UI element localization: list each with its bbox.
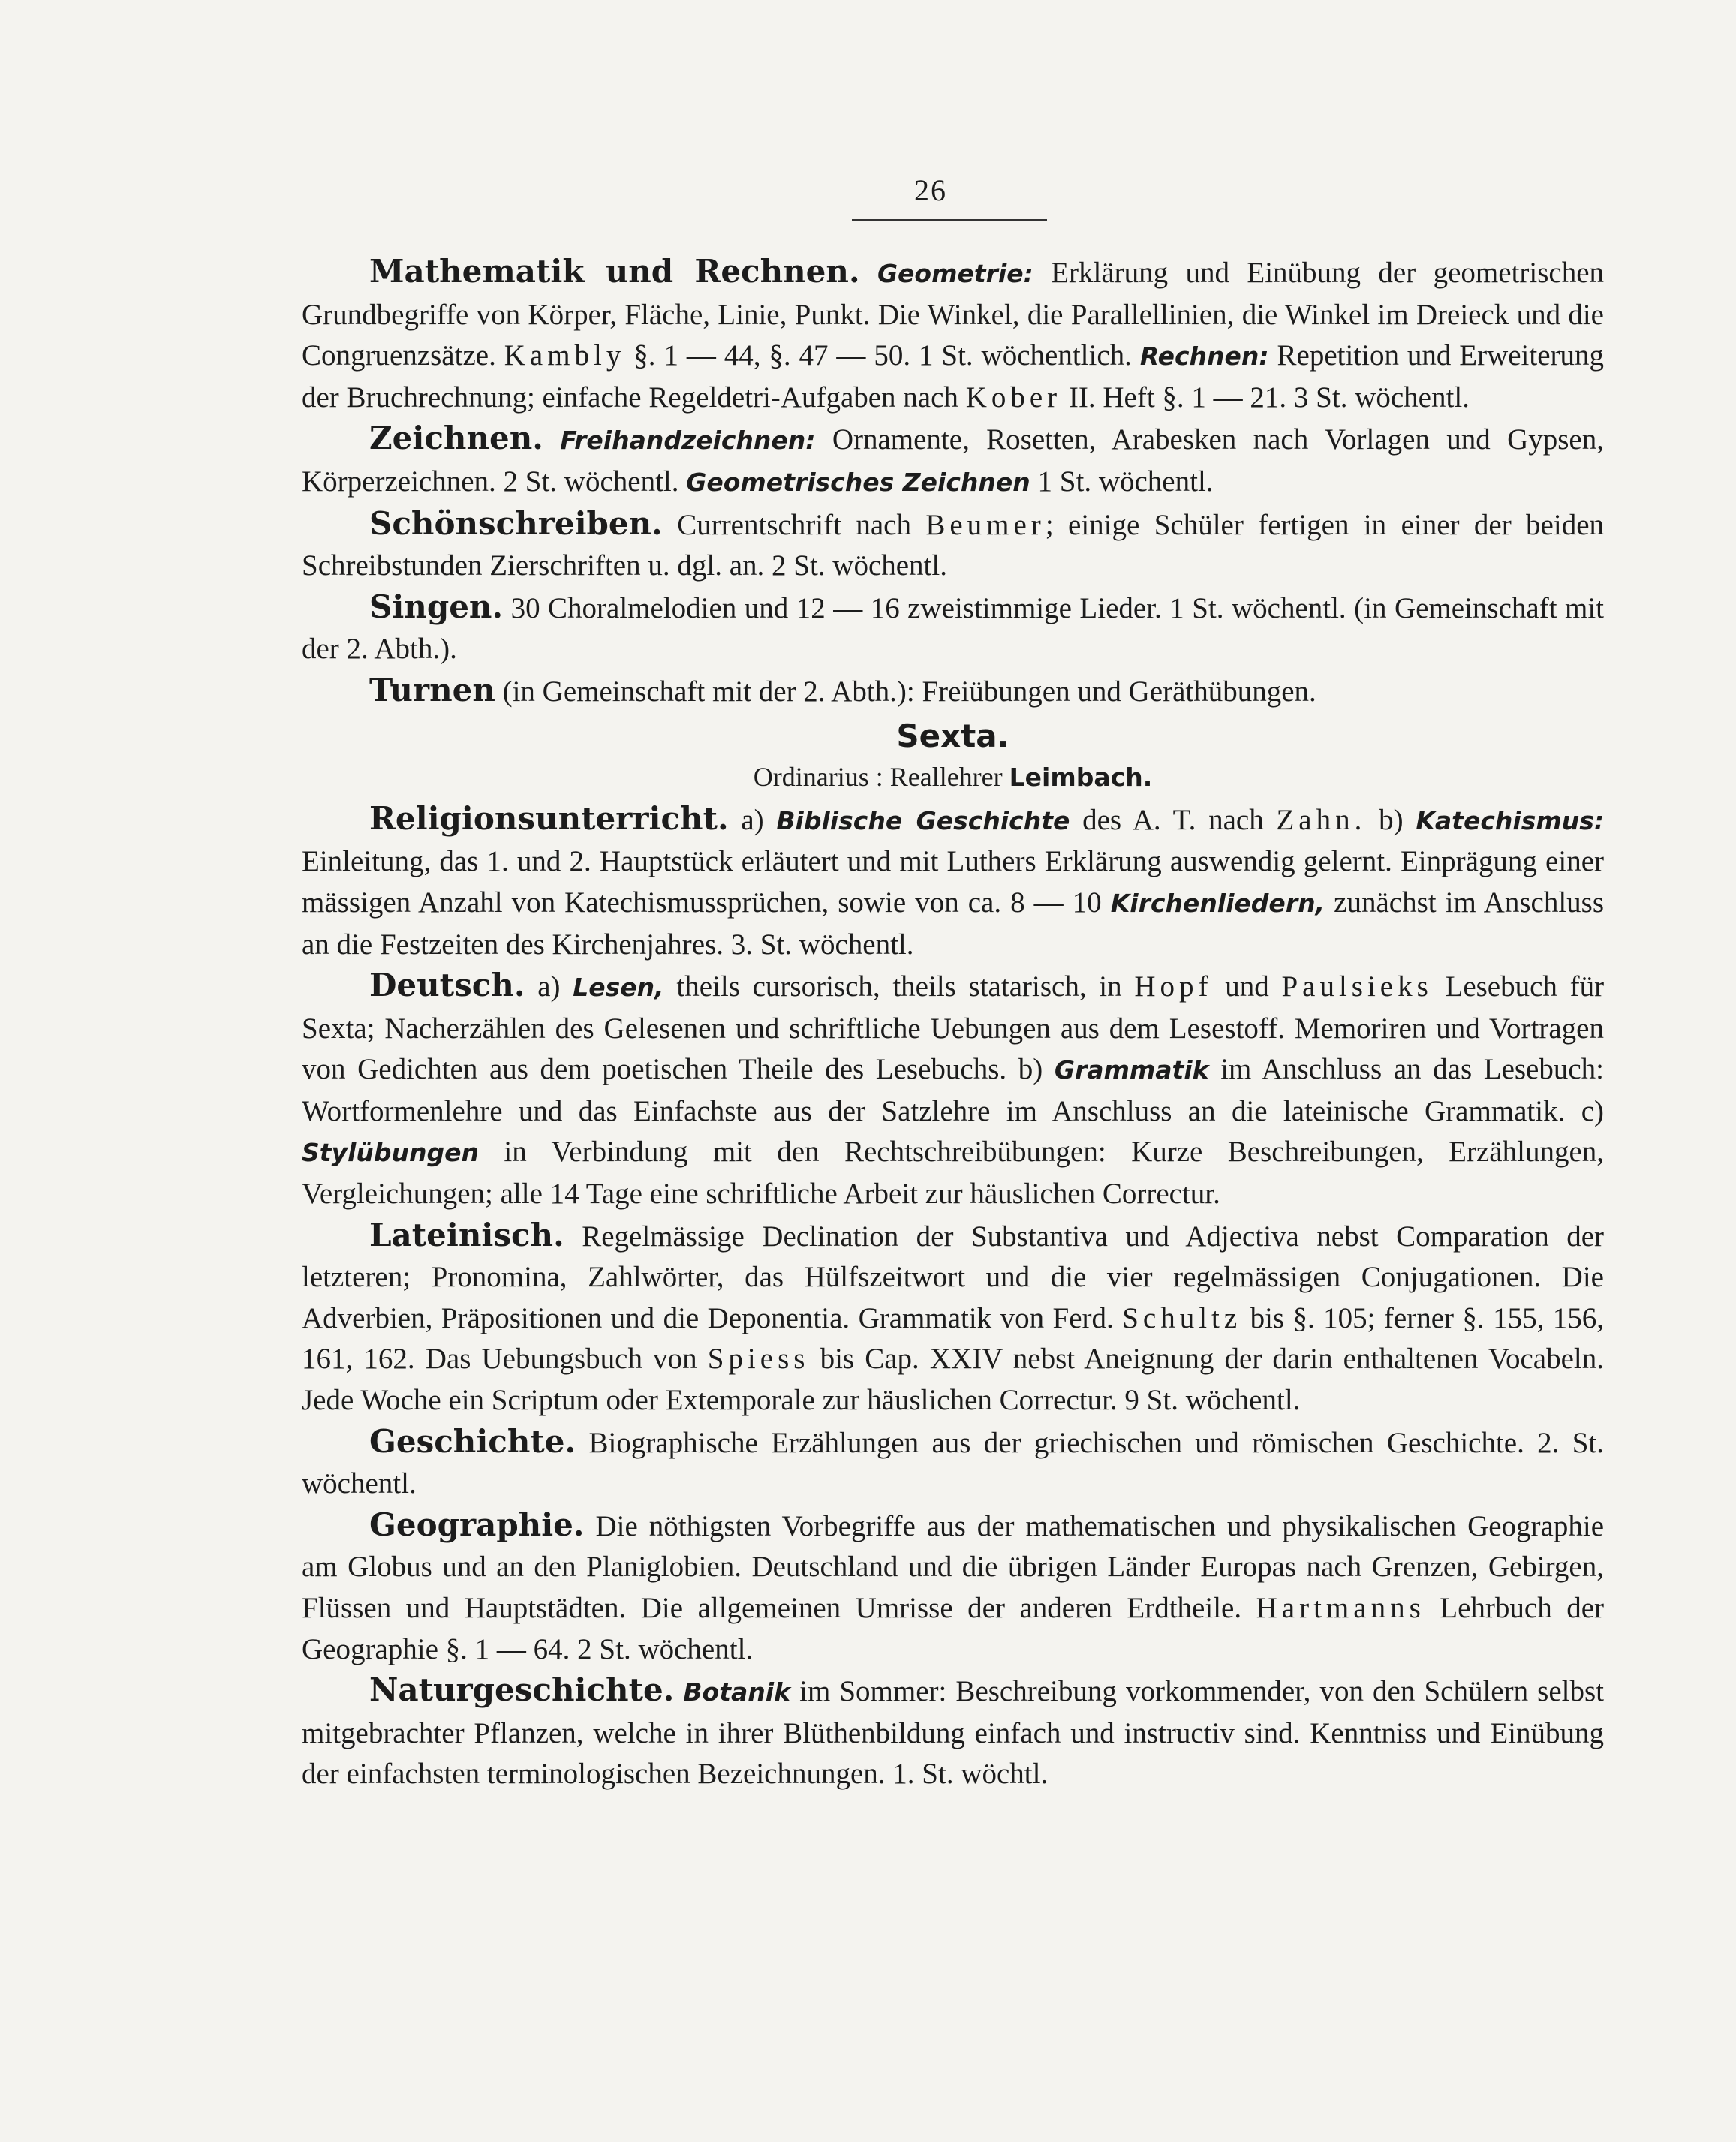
text-deutsch-a2: Lesebuch für Sexta; Nacherzählen des Gelesenen und schriftliche Uebungen aus dem Lesestoff. Memoriren und Vortragen von Gedichten aus dem poetischen Theile des Lesebuchs. xyxy=(302,970,1605,1086)
author-kober: Kober xyxy=(965,381,1062,414)
heading-deutsch: Deutsch. xyxy=(369,967,525,1004)
heading-mathematik: Mathematik und Rechnen. xyxy=(369,253,860,290)
deutsch-c-prefix: c) xyxy=(1581,1094,1604,1127)
author-zahn: Zahn. xyxy=(1276,803,1367,836)
label-geometrie: Geometrie: xyxy=(877,259,1033,288)
heading-singen: Singen. xyxy=(369,588,504,625)
heading-schoenschreiben: Schönschreiben. xyxy=(369,504,663,542)
paragraph-mathematik xyxy=(302,251,1604,418)
section-title-sexta: Sexta. xyxy=(896,717,1009,754)
label-lesen: Lesen, xyxy=(573,973,664,1003)
author-spiess: Spiess xyxy=(707,1343,810,1376)
author-hopf: Hopf xyxy=(1134,970,1213,1003)
text-singen: 30 Choralmelodien und 12 — 16 zweistimmige Lieder. 1 St. wöchentl. (in Gemeinschaft mit der 2. Abth.). xyxy=(302,591,1605,666)
paragraph-naturgeschichte xyxy=(302,1670,1604,1795)
author-beumer: Beumer xyxy=(925,508,1046,541)
text-rechnen-end: II. Heft §. 1 — 21. 3 St. wöchentl. xyxy=(1068,381,1470,414)
paragraph-lateinisch xyxy=(302,1215,1604,1421)
text-naturgeschichte: im Sommer: Beschreibung vorkommender, von den Schülern selbst mitgebrachter Pflanzen, welche in ihrer Blüthenbildung einfach und instructiv sind. Kenntniss und Einübung der einfachsten terminologischen Bezeichnungen. 1. St. wöchtl. xyxy=(302,1675,1604,1791)
deutsch-b-prefix: b) xyxy=(1018,1053,1043,1086)
author-hartmanns: Hartmanns xyxy=(1256,1592,1425,1624)
heading-geographie: Geographie. xyxy=(369,1506,585,1543)
ordinarius-name: Leimbach. xyxy=(1009,763,1153,793)
text-geometrisches-zeichnen: 1 St. wöchentl. xyxy=(1037,465,1214,498)
text-turnen: (in Gemeinschaft mit der 2. Abth.): Freiübungen und Geräthübungen. xyxy=(502,675,1316,708)
text-religion-b: Einleitung, das 1. und 2. Hauptstück erläutert und mit Luthers Erklärung auswendig gelernt. Einprägung einer mässigen Anzahl von Katechismussprüchen, sowie von ca. 8 — 10 xyxy=(302,845,1604,919)
ordinarius-label: Ordinarius : Reallehrer xyxy=(753,762,1003,793)
text-lateinisch-c: bis Cap. XXIV nebst Aneignung der darin enthaltenen Vocabeln. Jede Woche ein Scriptum oder Extemporale zur häuslichen Correctur. 9 St. wöchentl. xyxy=(302,1343,1605,1417)
text-schoenschreiben-b: ; einige Schüler fertigen in einer der beiden Schreibstunden Zierschriften u. dgl. an. 2 St. wöchentl. xyxy=(302,508,1605,582)
text-geographie-a: Die nöthigsten Vorbegriffe aus der mathematischen und physikalischen Geographie am Globus und an den Planiglobien. Deutschland und die übrigen Länder Europas nach Grenzen, Gebirgen, Flüssen und Hauptstädten. Die allgemeinen Umrisse der anderen Erdtheile. xyxy=(302,1509,1604,1624)
text-deutsch-und: und xyxy=(1225,970,1269,1003)
paragraph-geschichte xyxy=(302,1421,1604,1505)
heading-zeichnen: Zeichnen. xyxy=(369,420,543,457)
label-styluebungen: Stylübungen xyxy=(302,1138,479,1168)
text-deutsch-b: im Anschluss an das Lesebuch: Wortformenlehre und das Einfachste aus der Satzlehre im Anschluss an die lateinische Grammatik. xyxy=(302,1053,1605,1127)
author-paulsieks: Paulsieks xyxy=(1281,970,1433,1003)
heading-naturgeschichte: Naturgeschichte. xyxy=(369,1671,675,1709)
heading-turnen: Turnen xyxy=(369,671,495,708)
religion-a-prefix: a) xyxy=(741,803,764,836)
page-body xyxy=(302,251,1604,1795)
paragraph-schoenschreiben xyxy=(302,504,1604,587)
label-geometrisches-zeichnen: Geometrisches Zeichnen xyxy=(686,467,1030,497)
label-rechnen: Rechnen: xyxy=(1139,341,1269,372)
author-kambly: Kambly xyxy=(504,339,626,372)
label-kirchenliedern: Kirchenliedern, xyxy=(1110,888,1325,918)
text-rechnen: Repetition und Erweiterung der Bruchrechnung; einfache Regeldetri-Aufgaben nach xyxy=(302,339,1605,414)
page-number: 26 xyxy=(914,173,947,207)
text-geometrie: Erklärung und Einübung der geometrischen Grundbegriffe von Körper, Fläche, Linie, Punkt. Die Winkel, die Parallellinien, die Winkel im Dreieck und die Congruenzsätze. xyxy=(302,257,1605,372)
heading-geschichte: Geschichte. xyxy=(369,1422,576,1460)
text-schoenschreiben-a: Currentschrift nach xyxy=(677,508,911,541)
text-geschichte: Biographische Erzählungen aus der griechischen und römischen Geschichte. 2. St. wöchentl. xyxy=(302,1426,1605,1500)
paragraph-turnen xyxy=(302,670,1604,713)
label-biblische-geschichte: Biblische Geschichte xyxy=(776,805,1070,835)
page-number-rule xyxy=(852,219,1047,221)
religion-b-prefix: b) xyxy=(1379,803,1404,836)
text-lateinisch-b: bis §. 105; ferner §. 155, 156, 161, 162. Das Uebungsbuch von xyxy=(302,1301,1605,1376)
label-freihandzeichnen: Freihandzeichnen: xyxy=(560,426,816,456)
label-botanik: Botanik xyxy=(683,1677,791,1707)
heading-religion: Religionsunterricht. xyxy=(369,799,729,837)
text-lateinisch-a: Regelmässige Declination der Substantiva und Adjectiva nebst Comparation der letzteren; Pronomina, Zahlwörter, das Hülfszeitwort und die vier regelmässigen Conjugationen. Die Adverbien, Präpositionen und die Deponentia. Grammatik von Ferd. xyxy=(302,1220,1605,1334)
text-religion-a: des A. T. nach xyxy=(1082,803,1264,836)
paragraph-deutsch xyxy=(302,965,1604,1215)
label-grammatik: Grammatik xyxy=(1054,1055,1209,1085)
paragraph-singen xyxy=(302,587,1604,670)
deutsch-a-prefix: a) xyxy=(537,970,561,1003)
ordinarius-line xyxy=(302,757,1604,799)
paragraph-zeichnen xyxy=(302,418,1604,503)
label-katechismus: Katechismus: xyxy=(1416,805,1605,835)
text-freihandzeichnen: Ornamente, Rosetten, Arabesken nach Vorlagen und Gypsen, Körperzeichnen. 2 St. wöchentl. xyxy=(302,423,1604,498)
paragraph-religion xyxy=(302,799,1604,965)
text-deutsch-c: in Verbindung mit den Rechtschreibübungen: Kurze Beschreibungen, Erzählungen, Vergleichungen; alle 14 Tage eine schriftliche Arbeit zur häuslichen Correctur. xyxy=(302,1136,1605,1211)
text-geometrie-end: §. 1 — 44, §. 47 — 50. 1 St. wöchentlich. xyxy=(633,339,1132,372)
text-geographie-b: Lehrbuch der Geographie §. 1 — 64. 2 St. wöchentl. xyxy=(302,1592,1605,1665)
heading-lateinisch: Lateinisch. xyxy=(369,1216,564,1253)
text-deutsch-a1: theils cursorisch, theils statarisch, in xyxy=(676,970,1122,1003)
text-kirchenliedern: zunächst im Anschluss an die Festzeiten des Kirchenjahres. 3. St. wöchentl. xyxy=(302,886,1605,961)
paragraph-geographie xyxy=(302,1505,1604,1670)
author-schultz: Schultz xyxy=(1122,1301,1242,1334)
